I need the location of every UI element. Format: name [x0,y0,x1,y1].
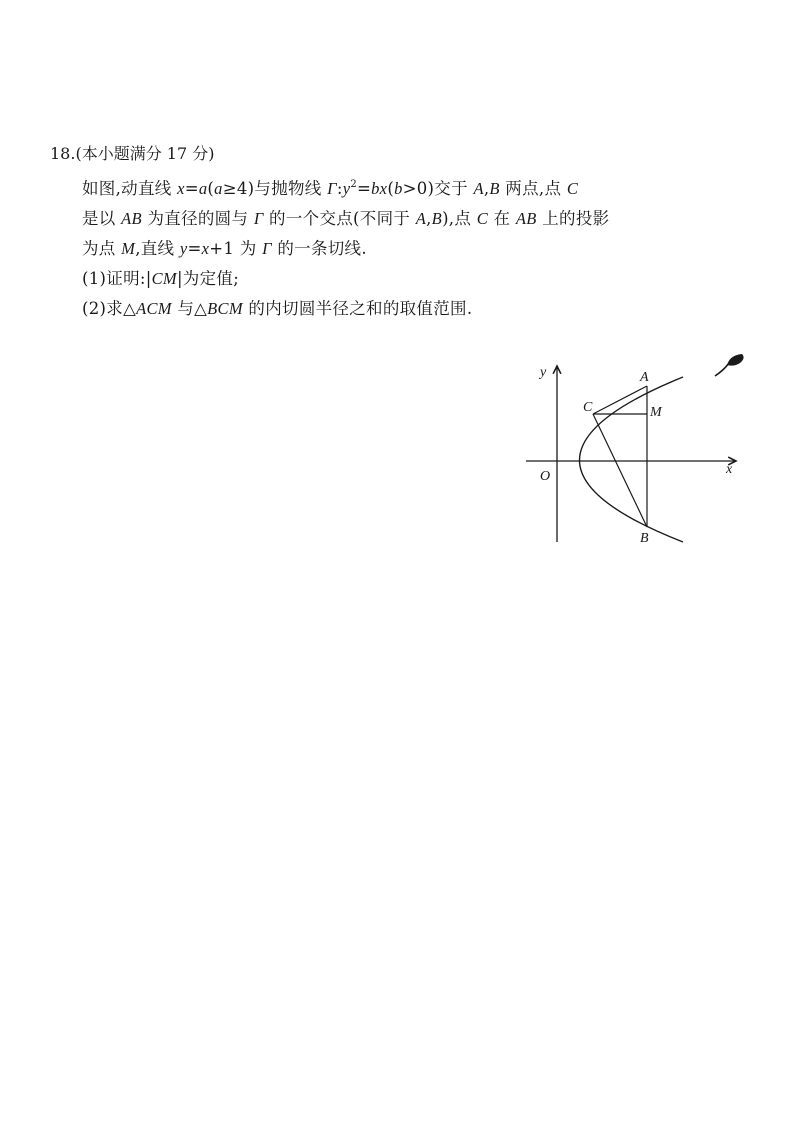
score-note: (本小题满分 17 分) [75,144,215,163]
parabola-figure [520,360,750,555]
part-2: (2)求△ACM 与△BCM 的内切圆半径之和的取值范围. [82,299,473,318]
label-c: C [583,400,593,415]
stem-line-2: 是以 AB 为直径的圆与 Γ 的一个交点(不同于 A,B),点 C 在 AB 上的投影 [82,209,610,228]
label-x: x [726,462,733,477]
stem-line-3: 为点 M,直线 y=x+1 为 Γ 的一条切线. [82,239,367,258]
problem-18 [50,140,750,324]
ink-mark-icon [712,352,748,382]
figure-svg [520,360,750,555]
label-m: M [650,405,662,420]
problem-heading [50,140,750,168]
label-b: B [640,531,649,546]
parabola-curve [580,377,684,542]
problem-number: 18. [50,144,76,163]
segment-ca [593,386,647,414]
label-a: A [640,370,649,385]
part-1: (1)证明:|CM|为定值; [82,269,240,288]
label-y: y [540,365,547,380]
segment-cb [593,414,647,527]
stem-line-1: 如图,动直线 x=a(a≥4)与抛物线 $\Gamma:y^2=bx(b>0)$交于 A,B 两点,点 C [82,179,579,198]
label-o: O [540,469,551,484]
